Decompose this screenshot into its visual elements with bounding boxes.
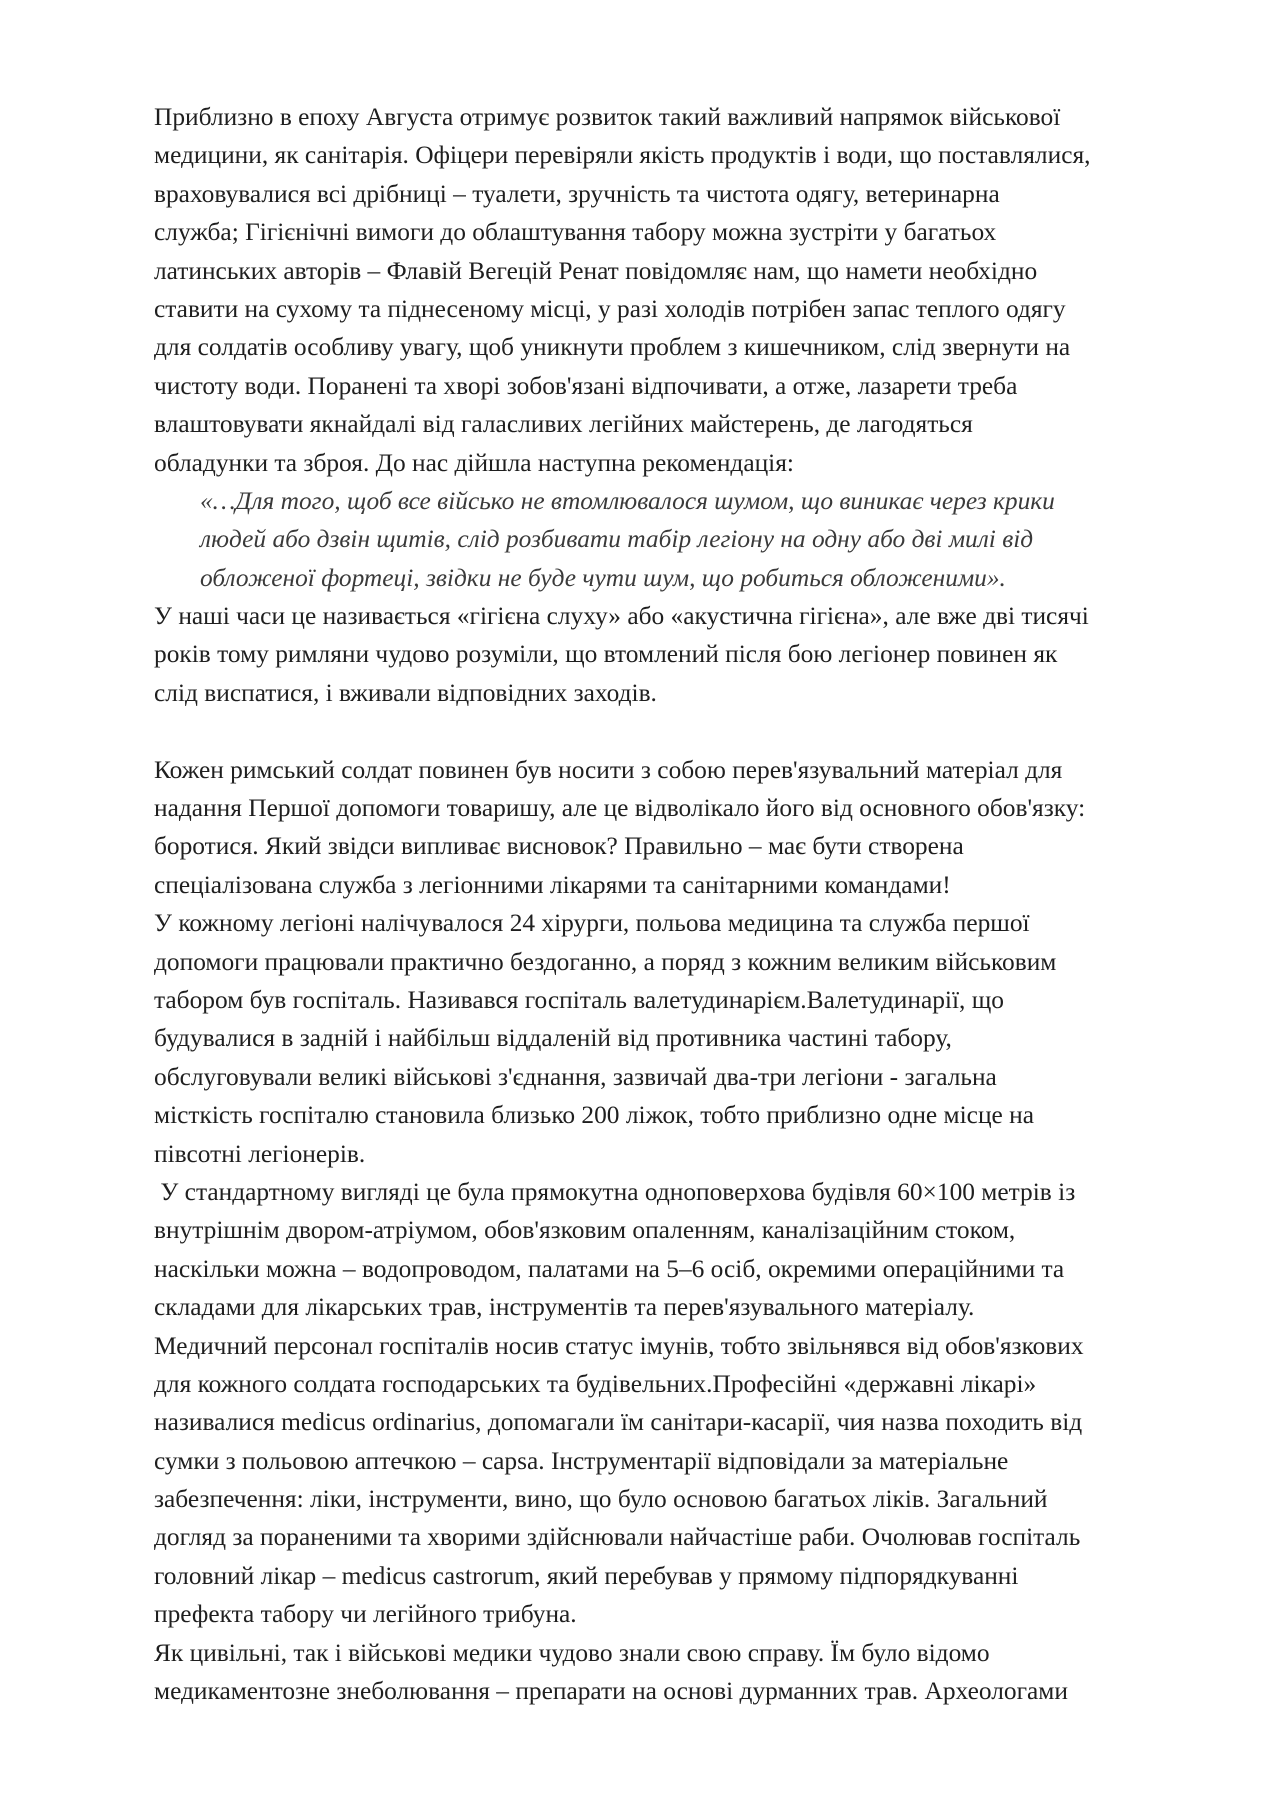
paragraph-acoustic-hygiene (154, 597, 1199, 712)
text-line: допомоги працювали практично бездоганно, а поряд з кожним великим військовим (154, 947, 1057, 976)
text-line: догляд за пораненими та хворими здійснювали найчастіше раби. Очолював госпіталь (154, 1523, 1081, 1552)
text-line: спеціалізована служба з легіонними лікарями та санітарними командами! (154, 870, 951, 899)
paragraph-spacer (154, 712, 1199, 750)
text-line: медицини, як санітарія. Офіцери перевіряли якість продуктів і води, що поставлялися, (154, 141, 1091, 170)
paragraph-sanitation (154, 98, 1199, 482)
text-line: обслуговували великі військові з'єднання, зазвичай два-три легіони - загальна (154, 1062, 997, 1091)
text-line: складами для лікарських трав, інструментів та перев'язувального матеріалу. (154, 1293, 975, 1322)
text-line: місткість госпіталю становила близько 200 ліжок, тобто приблизно одне місце на (154, 1101, 1035, 1130)
paragraph-field-medicine (154, 751, 1199, 1711)
text-line: називалися medicus ordinarius, допомагали їм санітари-касарії, чия назва походить від (154, 1408, 1083, 1437)
text-line: для солдатів особливу увагу, щоб уникнути проблем з кишечником, слід звернути на (154, 333, 1071, 362)
quote-line: «…Для того, щоб все військо не втомлювалося шумом, що виникає через крики (200, 486, 1055, 515)
document-body (154, 98, 1199, 1710)
text-line: сумки з польовою аптечкою – capsa. Інструментарії відповідали за матеріальне (154, 1446, 1009, 1475)
text-line: головний лікар – medicus castrorum, який перебував у прямому підпорядкуванні (154, 1561, 1019, 1590)
text-line: чистоту води. Поранені та хворі зобов'язані відпочивати, а отже, лазарети треба (154, 371, 1018, 400)
text-line: для кожного солдата господарських та будівельних.Професійні «державні лікарі» (154, 1369, 1037, 1398)
text-line: років тому римляни чудово розуміли, що втомлений після бою легіонер повинен як (154, 640, 1058, 669)
text-line: Як цивільні, так і військові медики чудово знали свою справу. Їм було відомо (154, 1638, 990, 1667)
text-line: слід виспатися, і вживали відповідних заходів. (154, 678, 657, 707)
text-line: обладунки та зброя. До нас дійшла наступна рекомендація: (154, 448, 794, 477)
text-line: влаштовувати якнайдалі від галасливих легійних майстерень, де лагодяться (154, 410, 973, 439)
text-line: Медичний персонал госпіталів носив статус імунів, тобто звільнявся від обов'язкових (154, 1331, 1084, 1360)
text-line: У наші часи це називається «гігієна слуху» або «акустична гігієна», але вже дві тисячі (154, 602, 1089, 631)
text-line: У кожному легіоні налічувалося 24 хірурги, польова медицина та служба першої (154, 909, 1030, 938)
text-line: табором був госпіталь. Називався госпіталь валетудинарієм.Валетудинарії, що (154, 985, 1004, 1014)
text-line: забезпечення: ліки, інструменти, вино, що було основою багатьох ліків. Загальний (154, 1485, 1048, 1514)
text-line: ставити на сухому та піднесеному місці, у разі холодів потрібен запас теплого одягу (154, 294, 1066, 323)
quote-line: людей або дзвін щитів, слід розбивати табір легіону на одну або дві милі від (200, 525, 1034, 554)
text-line: враховувалися всі дрібниці – туалети, зручність та чистота одягу, ветеринарна (154, 179, 1000, 208)
text-line: У стандартному вигляді це була прямокутна одноповерхова будівля 60×100 метрів із (154, 1177, 1076, 1206)
text-line: Кожен римський солдат повинен був носити з собою перев'язувальний матеріал для (154, 755, 1063, 784)
text-line: служба; Гігієнічні вимоги до облаштування табору можна зустріти у багатьох (154, 218, 997, 247)
text-line: півсотні легіонерів. (154, 1139, 366, 1168)
text-line: медикаментозне знеболювання – препарати на основі дурманних трав. Археологами (154, 1677, 1068, 1706)
quote-line: обложеної фортеці, звідки не буде чути шум, що робиться обложеними». (200, 563, 1006, 592)
text-line: префекта табору чи легійного трибуна. (154, 1600, 577, 1629)
text-line: внутрішнім двором-атріумом, обов'язковим опаленням, каналізаційним стоком, (154, 1216, 1016, 1245)
text-line: латинських авторів – Флавій Вегецій Ренат повідомляє нам, що намети необхідно (154, 256, 1038, 285)
block-quote (154, 482, 1199, 597)
text-line: наскільки можна – водопроводом, палатами на 5–6 осіб, окремими операційними та (154, 1254, 1065, 1283)
text-line: Приблизно в епоху Августа отримує розвиток такий важливий напрямок військової (154, 103, 1061, 131)
text-line: будувалися в задній і найбільш віддаленій від противника частині табору, (154, 1024, 952, 1053)
text-line: боротися. Який звідси випливає висновок? Правильно – має бути створена (154, 832, 964, 861)
text-line: надання Першої допомоги товаришу, але це відволікало його від основного обов'язку: (154, 794, 1086, 823)
